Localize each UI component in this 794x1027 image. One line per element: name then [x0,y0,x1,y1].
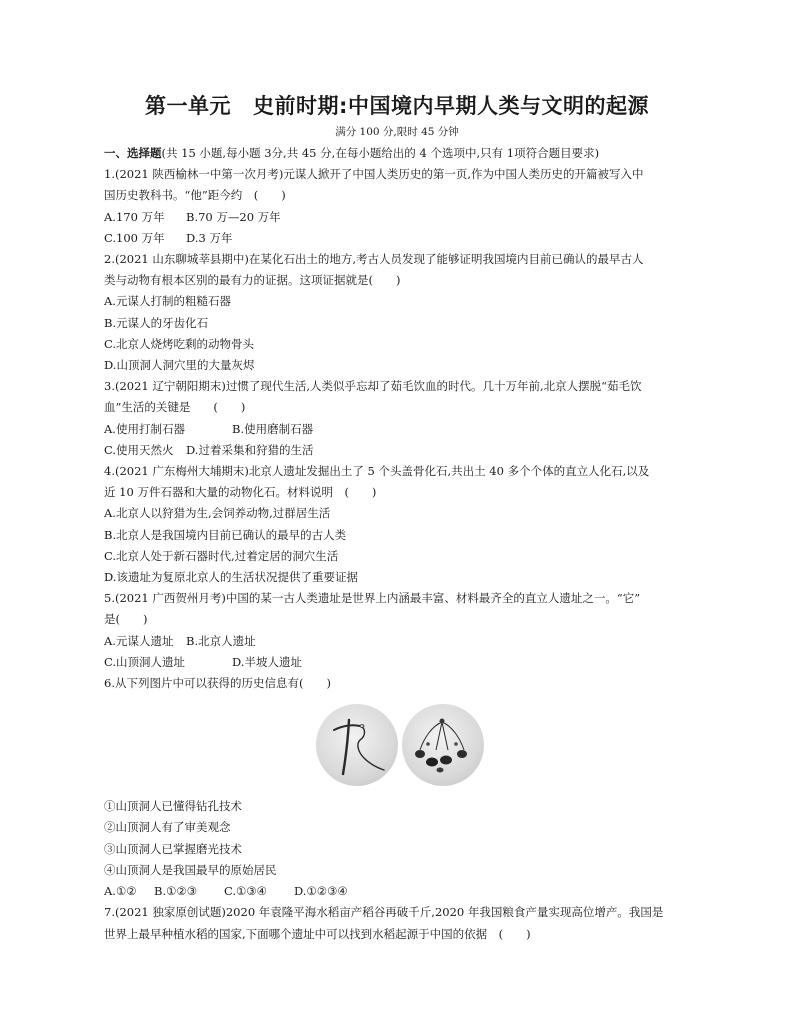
option-c[interactable]: C.北京人烧烤吃剩的动物骨头 [104,336,255,351]
option-d[interactable]: D.①②③④ [294,884,348,899]
options-row [104,440,694,461]
options-row [104,207,694,228]
option-a[interactable]: A.元谋人遗址 [104,633,174,648]
unit-topic: 史前时期:中国境内早期人类与文明的起源 [253,94,649,118]
option-c[interactable]: C.北京人处于新石器时代,过着定居的洞穴生活 [104,548,339,563]
statement-2: ②山顶洞人有了审美观念 [104,820,231,835]
bone-needle-drawing [316,704,398,786]
question-stem: 3.(2021 辽宁朝阳期末)过惯了现代生活,人类似乎忘却了茹毛饮血的时代。几十万年前,北京人摆脱“茹毛饮 [104,379,642,394]
score-time-note: 满分 100 分,限时 45 分钟 [335,126,459,138]
option-b[interactable]: B.70 万—20 万年 [186,209,281,224]
option-b[interactable]: B.北京人是我国境内目前已确认的最早的古人类 [104,527,347,542]
option-c[interactable]: C.使用天然火 [104,442,174,457]
options-row [104,652,694,673]
option-a[interactable]: A.元谋人打制的粗糙石器 [104,294,231,309]
question-stem: 6.从下列图片中可以获得的历史信息有( ) [104,676,331,691]
shell-necklace-icon [402,704,484,786]
question-stem: 类与动物有根本区别的最有力的证据。这项证据就是( ) [104,273,401,288]
section-heading [104,143,694,164]
question-1 [104,164,694,249]
question-stem: 4.(2021 广东梅州大埔期末)北京人遗址发掘出土了 5 个头盖骨化石,共出土 40 多个个体的直立人化石,以及 [104,464,650,479]
option-b[interactable]: B.①②③ [154,884,198,899]
option-b[interactable]: B.使用磨制石器 [232,421,314,436]
question-7 [104,902,694,944]
options-row [104,881,694,902]
section-description: (共 15 小题,每小题 3分,共 45 分,在每小题给出的 4 个选项中,只有 1项符合题目要求) [161,146,600,160]
option-d[interactable]: D.山顶洞人洞穴里的大量灰烬 [104,358,255,373]
question-stem: 血”生活的关键是 ( ) [104,400,246,415]
option-c[interactable]: C.①③④ [224,884,267,899]
question-3 [104,376,694,461]
option-c[interactable]: C.山顶洞人遗址 [104,654,186,669]
option-b[interactable]: B.北京人遗址 [186,633,256,648]
question-5 [104,588,694,673]
option-d[interactable]: D.该遗址为复原北京人的生活状况提供了重要证据 [104,570,358,585]
question-stem: 世界上最早种植水稻的国家,下面哪个遗址中可以找到水稻起源于中国的依据 ( ) [104,926,531,941]
question-stem: 是( ) [104,612,148,627]
question-stem: 国历史教科书。“他”距今约 ( ) [104,188,286,203]
page-title [0,90,794,120]
question-stem: 1.(2021 陕西榆林一中第一次月考)元谋人掀开了中国人类历史的第一页,作为中国人类历史的开篇被写入中 [104,167,644,182]
option-a[interactable]: A.①② [104,884,137,899]
question-2 [104,249,694,376]
option-d[interactable]: D.3 万年 [186,230,233,245]
options-row [104,419,694,440]
option-c[interactable]: C.100 万年 [104,230,165,245]
options-row [104,631,694,652]
option-b[interactable]: B.元谋人的牙齿化石 [104,315,209,330]
section-title: 一、选择题 [104,146,162,160]
option-d[interactable]: D.半坡人遗址 [232,654,302,669]
statement-1: ①山顶洞人已懂得钻孔技术 [104,799,242,814]
question-stem: 近 10 万件石器和大量的动物化石。材料说明 ( ) [104,485,377,500]
statement-4: ④山顶洞人是我国最早的原始居民 [104,862,277,877]
statement-3: ③山顶洞人已掌握磨光技术 [104,841,242,856]
artifact-images [104,700,694,794]
unit-label: 第一单元 [145,94,232,118]
bone-needle-icon [316,704,398,786]
question-4 [104,461,694,588]
question-stem: 7.(2021 独家原创试题)2020 年袁隆平海水稻亩产稻谷再破千斤,2020 年我国粮食产量实现高位增产。我国是 [104,905,664,920]
necklace-drawing [402,704,484,786]
question-6 [104,673,694,902]
question-stem: 5.(2021 广西贺州月考)中国的某一古人类遗址是世界上内涵最丰富、材料最齐全的直立人遗址之一。“它” [104,591,641,606]
option-a[interactable]: A.北京人以狩猎为生,会饲养动物,过群居生活 [104,506,331,521]
question-stem: 2.(2021 山东聊城莘县期中)在某化石出土的地方,考古人员发现了能够证明我国境内目前已确认的最早古人 [104,252,644,267]
options-row [104,228,694,249]
question-list [104,143,694,945]
option-a[interactable]: A.170 万年 [104,209,165,224]
option-d[interactable]: D.过着采集和狩猎的生活 [186,442,314,457]
option-a[interactable]: A.使用打制石器 [104,421,185,436]
